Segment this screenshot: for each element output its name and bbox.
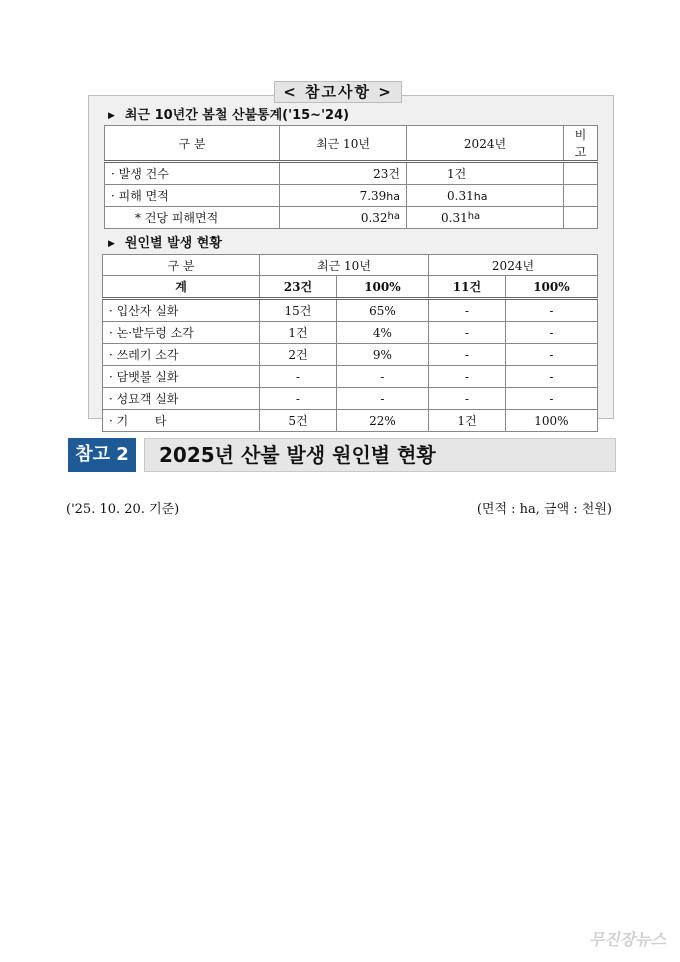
total-recent-pct: 100% — [336, 276, 428, 299]
recent-value: 0.32$^{ha}$ — [280, 207, 407, 229]
count-2024: - — [428, 299, 505, 322]
spring-fire-stats-table — [104, 125, 598, 229]
header-2024: 2024년 — [428, 255, 597, 276]
recent-count: 15건 — [260, 299, 337, 322]
reference-title: < 참고사항 > — [274, 81, 402, 103]
cause-label: · 논·밭두렁 소각 — [103, 322, 260, 344]
note-cell — [564, 162, 598, 185]
table-row — [105, 185, 598, 207]
pct-2024: - — [505, 299, 597, 322]
table-row — [103, 322, 598, 344]
total-label: 계 — [103, 276, 260, 299]
note-cell — [564, 207, 598, 229]
table-row — [103, 299, 598, 322]
recent-pct: 22% — [336, 410, 428, 432]
count-2024: 1건 — [428, 410, 505, 432]
count-2024: - — [428, 366, 505, 388]
table-row — [105, 162, 598, 185]
recent-value: 23건 — [280, 162, 407, 185]
count-2024: - — [428, 322, 505, 344]
header-2024: 2024년 — [407, 126, 564, 162]
page-title: 2025년 산불 발생 원인별 현황 — [144, 438, 616, 472]
section1-heading-text: 최근 10년간 봄철 산불통계('15~'24) — [124, 108, 350, 123]
pct-2024: - — [505, 322, 597, 344]
pct-2024: 100% — [505, 410, 597, 432]
reference-number-label: 참고 2 — [68, 438, 136, 472]
header-category: 구 분 — [105, 126, 280, 162]
table-row — [103, 388, 598, 410]
section1-heading — [108, 104, 349, 123]
header-note: 비 고 — [564, 126, 598, 162]
total-2024-count: 11건 — [428, 276, 505, 299]
triangle-bullet-icon: ▶ — [108, 111, 115, 121]
table-header-row — [103, 255, 598, 276]
count-2024: - — [428, 344, 505, 366]
pct-2024: - — [505, 366, 597, 388]
watermark-logo: 무진장뉴스 — [588, 930, 666, 949]
count-2024: - — [428, 388, 505, 410]
recent-count: - — [260, 388, 337, 410]
table-row — [103, 366, 598, 388]
cause-stats-table — [102, 254, 598, 432]
header-category: 구 분 — [103, 255, 260, 276]
section2-heading-text: 원인별 발생 현황 — [124, 236, 222, 251]
basis-date: ('25. 10. 20. 기준) — [66, 502, 180, 517]
header-recent: 최근 10년 — [280, 126, 407, 162]
pct-2024: - — [505, 388, 597, 410]
total-row — [103, 276, 598, 299]
table-row — [103, 410, 598, 432]
recent-pct: 65% — [336, 299, 428, 322]
units-note: (면적 : ha, 금액 : 천원) — [476, 502, 612, 517]
triangle-bullet-icon: ▶ — [108, 239, 115, 249]
row-label: * 건당 피해면적 — [105, 207, 280, 229]
value-2024: 0.31ha — [407, 185, 564, 207]
recent-count: 5건 — [260, 410, 337, 432]
value-2024: 1건 — [407, 162, 564, 185]
recent-count: 2건 — [260, 344, 337, 366]
recent-pct: 4% — [336, 322, 428, 344]
note-cell — [564, 185, 598, 207]
total-2024-pct: 100% — [505, 276, 597, 299]
recent-pct: - — [336, 388, 428, 410]
total-recent-count: 23건 — [260, 276, 337, 299]
cause-label: · 입산자 실화 — [103, 299, 260, 322]
cause-label: · 기 타 — [103, 410, 260, 432]
recent-count: 1건 — [260, 322, 337, 344]
header-recent: 최근 10년 — [260, 255, 429, 276]
recent-pct: 9% — [336, 344, 428, 366]
table-row — [105, 207, 598, 229]
row-label: · 피해 면적 — [105, 185, 280, 207]
section2-heading — [108, 232, 222, 251]
cause-label: · 쓰레기 소각 — [103, 344, 260, 366]
recent-value: 7.39ha — [280, 185, 407, 207]
table-row — [103, 344, 598, 366]
cause-label: · 성묘객 실화 — [103, 388, 260, 410]
recent-count: - — [260, 366, 337, 388]
pct-2024: - — [505, 344, 597, 366]
recent-pct: - — [336, 366, 428, 388]
row-label: · 발생 건수 — [105, 162, 280, 185]
table-header-row — [105, 126, 598, 162]
value-2024: 0.31$^{ha}$ — [407, 207, 564, 229]
cause-label: · 담뱃불 실화 — [103, 366, 260, 388]
